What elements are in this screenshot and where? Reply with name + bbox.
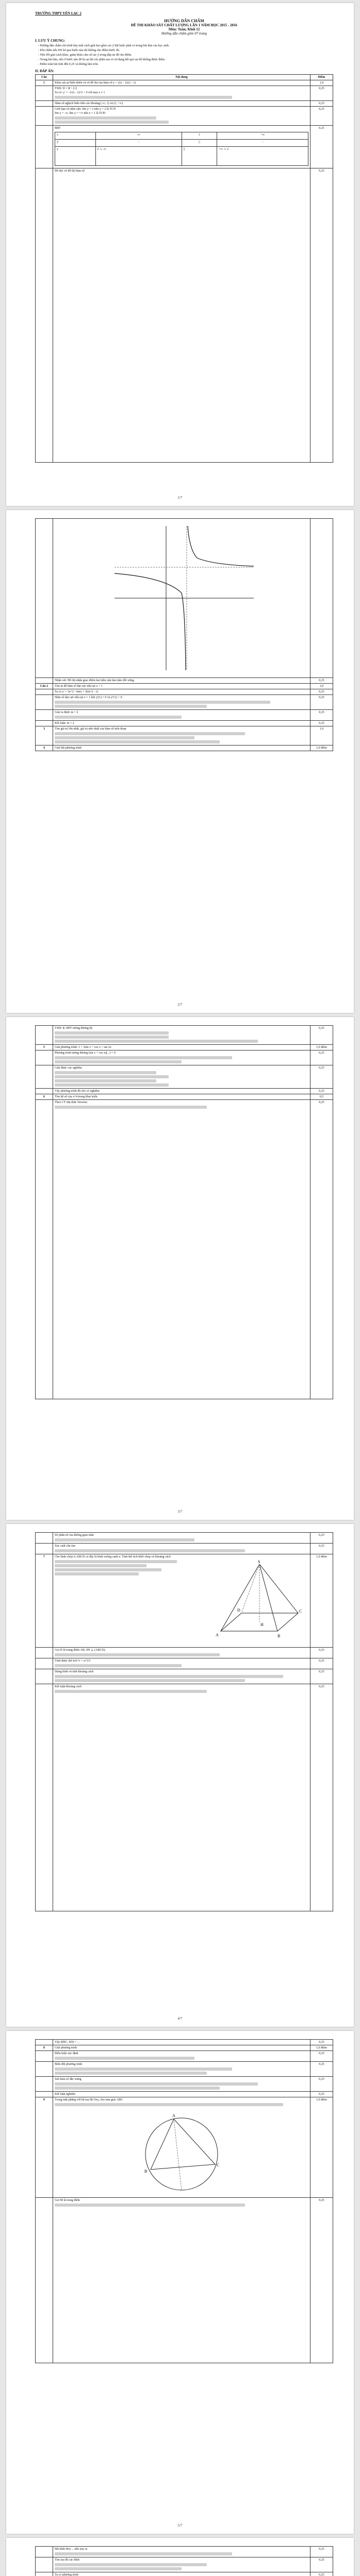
table-row: Số phần tử của không gian mẫu 0,25 xyxy=(36,1533,333,1544)
table-row: Hàm số đạt cực tiểu tại x = 1 khi y'(1) = 0 và y''(1) > 0 0,25 xyxy=(36,695,333,710)
svg-text:D: D xyxy=(237,1608,240,1613)
page-3 xyxy=(6,1017,354,1520)
table-row: Tìm tọa độ các đỉnh 0,25 xyxy=(36,2557,333,2572)
svg-text:A: A xyxy=(216,1633,219,1637)
page-6 xyxy=(6,2538,354,2576)
answer-table-4 xyxy=(35,1532,333,1911)
note-4: - Trong bài làm, nếu ở bước nào đó bị sai thì các phần sau có sử dụng kết quả sai đó không được điểm. xyxy=(38,58,166,61)
table-row: Dựng hình và tính khoảng cách 0,25 xyxy=(36,1669,333,1684)
table-row: Ta có phương trình 0,25 xyxy=(36,2572,333,2576)
table-row: TXĐ: D = R \ {1} Ta có: y' = -1/(x - 1)^2 < 0 với mọi x ≠ 1 0,25 xyxy=(36,86,333,101)
table-row: 7 Cho hình chóp S.ABCD có đáy là hình vuông cạnh a. Tính thể tích khối chóp và khoảng cách S A B C D H 1,0 điểm xyxy=(36,1554,333,1648)
svg-text:C: C xyxy=(299,1609,302,1614)
table-row: Vậy d(BC, SD) = ... 0,25 xyxy=(36,2040,333,2045)
header-diem: Điểm xyxy=(310,75,333,80)
page-5 xyxy=(6,2031,354,2534)
table-row: Điều kiện xác định 0,25 xyxy=(36,2051,333,2062)
table-row: BBT x -∞ 1 +∞ y' - || - y 2 ↘ -∞ || +∞ ↘ 2 0,25 xyxy=(36,126,333,168)
page-4 xyxy=(6,1524,354,2027)
table-row xyxy=(36,519,333,678)
table-row: Mà hình thoi ... nên suy ra 0,25 xyxy=(36,2547,333,2557)
header-noidung: Nội dung xyxy=(53,75,310,80)
school-name: TRƯỜNG THPT YÊN LẠC 2 xyxy=(35,11,81,15)
table-row: Gọi M là trung điểm 0,25 xyxy=(36,2198,333,2363)
page-number: 2/7 xyxy=(177,1003,183,1007)
header-cau: Câu xyxy=(36,75,53,80)
note-2: - Khi chấm nếu HS bỏ qua bước nào thì không cho điểm bước đó. xyxy=(38,49,120,52)
pyramid-figure xyxy=(210,1559,308,1647)
table-row: Hàm số nghịch biến trên các khoảng (-∞; 1) và (1; +∞) 0,25 xyxy=(36,101,333,107)
graph-figure xyxy=(104,521,259,675)
page-number: 3/7 xyxy=(177,1510,183,1514)
table-row: Biến đổi phương trình 0,25 xyxy=(36,2062,333,2077)
table-row: Câu 2 Tìm m để hàm số đạt cực tiểu tại x = 1 1,0 xyxy=(36,684,333,689)
table-row: 1 Khảo sát sự biến thiên và vẽ đồ thị của hàm số y = (2x - 1)/(x - 1) 1,0 xyxy=(36,80,333,86)
table-row: Xét hàm số đặc trưng 0,25 xyxy=(36,2077,333,2092)
notes-title: I. LƯU Ý CHUNG: xyxy=(35,39,66,43)
table-row: TXĐ: R. BPT tương đương hệ 0,25 xyxy=(36,1026,333,1045)
svg-text:B: B xyxy=(144,2169,148,2174)
note-3: - Nếu HS giải cách khác, giám khảo căn cứ các ý trong đáp án để cho điểm. xyxy=(38,54,132,57)
table-row: 8 Giải phương trình 1,0 điểm xyxy=(36,2045,333,2051)
table-row: Phương trình tương đương (sin x + cos x)(...) = 0 0,25 xyxy=(36,1050,333,1065)
svg-text:C: C xyxy=(217,2163,220,2167)
table-row: Giải ra được m = 2 0,25 xyxy=(36,710,333,721)
svg-text:A: A xyxy=(172,2113,175,2118)
table-row: Nhận xét: Đồ thị nhận giao điểm hai tiệm cận làm tâm đối xứng. 0,25 xyxy=(36,678,333,684)
table-row: Tính được thể tích V = a^3/3 0,25 xyxy=(36,1658,333,1669)
answer-title: II. ĐÁP ÁN: xyxy=(35,69,55,73)
table-row: Đồ thị: vẽ đồ thị hàm số 0,25 xyxy=(36,168,333,463)
answer-table-1 xyxy=(35,74,333,463)
table-row: Kết luận khoảng cách 0,25 xyxy=(36,1684,333,1911)
page-number: 1/7 xyxy=(177,496,183,500)
note-5: - Điểm toàn bài tính đến 0,25 và không làm tròn. xyxy=(38,63,99,66)
answer-table-2 xyxy=(35,518,333,751)
subject: Môn: Toán; Khối 12 xyxy=(168,27,200,31)
table-row: Kết luận nghiệm 0,25 xyxy=(36,2092,333,2097)
doc-subtitle: Hướng dẫn chấm gồm 07 trang xyxy=(161,31,207,36)
page-number: 4/7 xyxy=(177,2016,183,2021)
answer-table-3 xyxy=(35,1025,333,1399)
circle-triangle-figure xyxy=(130,2108,233,2195)
table-row: Vậy phương trình đã cho có nghiệm 0,25 xyxy=(36,1089,333,1094)
table-row: 6 Tìm hệ số của x^4 trong khai triển 0,5 xyxy=(36,1094,333,1100)
svg-text:B: B xyxy=(277,1634,281,1638)
note-1: - Hướng dẫn chấm chỉ trình bày một cách giải bao gồm các ý bắt buộc phải có trong bài làm của học sinh. xyxy=(38,44,170,47)
table-row: Giải được các nghiệm 0,25 xyxy=(36,1065,333,1089)
table-row: Xác suất cần tìm 0,25 xyxy=(36,1544,333,1554)
answer-table-5 xyxy=(35,2039,333,2363)
table-row: Gọi H là trung điểm AB, SH ⊥ (ABCD) 0,25 xyxy=(36,1648,333,1658)
page-1 xyxy=(6,3,354,506)
svg-text:S: S xyxy=(258,1560,260,1564)
table-row: Ta có y' = 3x^2 - 6mx + 3(m^2 - 1) 0,25 xyxy=(36,689,333,695)
page-2 xyxy=(6,510,354,1013)
svg-text:H: H xyxy=(260,1622,264,1627)
table-header xyxy=(36,75,333,80)
table-row: Theo CT nhị thức Newton 0,25 xyxy=(36,1100,333,1399)
table-row: 5 Giải phương trình: 1 + 2sin x + cos x = sin 2x 1,0 điểm xyxy=(36,1045,333,1050)
table-row: 3 Tìm giá trị lớn nhất, giá trị nhỏ nhất của hàm số trên đoạn 1,0 xyxy=(36,726,333,745)
exam-name: ĐỀ THI KHẢO SÁT CHẤT LƯỢNG LẦN 1 NĂM HỌC 2015 - 2016 xyxy=(131,23,237,27)
page-number: 5/7 xyxy=(177,2523,183,2528)
table-row: 4 Giải bất phương trình 1,0 điểm xyxy=(36,745,333,751)
table-row: 9 Trong mặt phẳng với hệ tọa độ Oxy, cho tam giác ABC A B C 1,0 điểm xyxy=(36,2097,333,2198)
table-row: Giới hạn và tiệm cận: lim y = 2 nên y = 2 là TCN lim y = -∞; lim y = +∞ nên x = 1 là TCĐ 0,25 xyxy=(36,107,333,126)
answer-table-6 xyxy=(35,2546,333,2576)
doc-title: HƯỚNG DẪN CHẤM xyxy=(164,19,204,23)
variation-table: x -∞ 1 +∞ y' - || - y 2 ↘ -∞ || +∞ ↘ 2 xyxy=(55,132,308,166)
table-row: Kết luận: m = 2 0,25 xyxy=(36,721,333,726)
